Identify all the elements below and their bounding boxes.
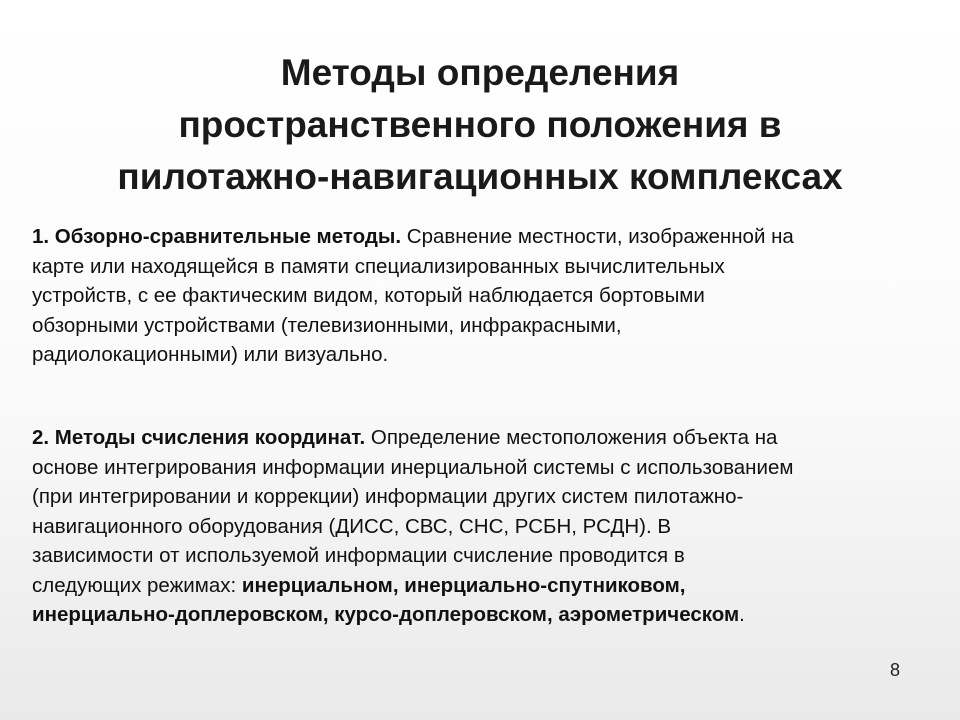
section2-line-1-text: Определение местоположения объекта на [365,426,778,449]
slide-title [40,47,920,203]
section1-line-5: радиолокационными) или визуально. [32,343,389,366]
modes-list-part-2: инерциально-доплеровском, курсо-доплеровском, аэрометрическом [32,603,740,626]
title-line-1: Методы определения [280,52,680,93]
section1-line-1-text: Сравнение местности, изображенной на [401,225,794,248]
title-line-2: пространственного положения в [178,104,782,145]
section-overview-comparative-methods [32,222,932,370]
modes-intro: следующих режимах: [32,573,242,597]
title-line-3: пилотажно-навигационных комплексах [117,156,843,197]
section1-line-2: карте или находящейся в памяти специализированных вычислительных [32,254,725,278]
section1-line-4: обзорными устройствами (телевизионными, инфракрасными, [32,313,622,337]
section2-line-2: основе интегрирования информации инерциальной системы с использованием [32,455,794,479]
modes-list-part-1: инерциальном, инерциально-спутниковом, [241,573,686,597]
section2-line-7 [32,600,932,630]
section2-line-4: навигационного оборудования (ДИСС, СВС, СНС, РСБН, РСДН). В [32,514,672,538]
section-dead-reckoning-methods [32,423,932,630]
section2-line-1 [32,423,932,453]
section2-heading: 2. Методы счисления координат. [32,426,366,449]
section1-heading: 1. Обзорно-сравнительные методы. [32,225,402,248]
modes-end-punct: . [739,603,745,626]
section2-line-3: (при интегрировании и коррекции) информации других систем пилотажно- [32,485,744,508]
section2-line-5: зависимости от используемой информации счисление проводится в [32,544,685,567]
section1-line-3: устройств, с ее фактическим видом, который наблюдается бортовыми [32,284,705,307]
section2-line-6 [32,571,932,601]
page-number: 8 [889,660,900,680]
section1-line-1 [32,222,932,252]
